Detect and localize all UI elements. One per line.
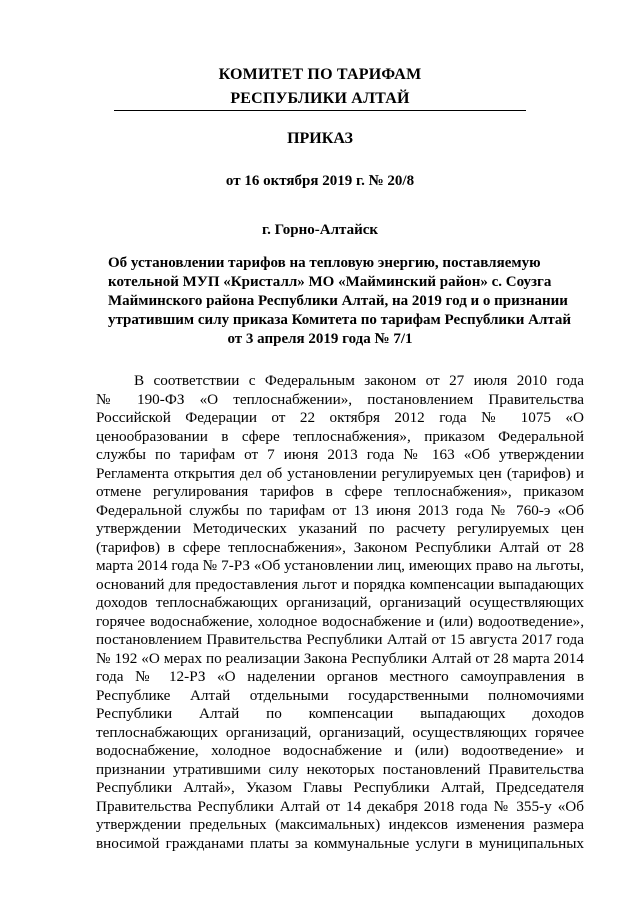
header-divider xyxy=(114,110,526,111)
body-line: ценообразовании в сфере теплоснабжения», приказом Федеральной xyxy=(96,427,584,445)
body-line: Российской Федерации от 22 октября 2012 года № 1075 «О xyxy=(96,409,584,426)
body-line: теплоснабжающих организаций, организаций, осуществляющих горячее xyxy=(96,723,584,741)
body-line: признании утратившими силу некоторых постановлений Правительства xyxy=(96,760,584,778)
body-line: доходов теплоснабжающих организаций, организаций осуществляющих xyxy=(96,594,584,611)
body-line: Регламента открытия дел об установлении регулируемых цен (тарифов) и xyxy=(96,464,584,482)
body-line: года № 12-РЗ «О наделении органов местного самоуправления в xyxy=(96,668,584,685)
body-line: утверждении Методических указаний по расчету регулируемых цен xyxy=(96,520,584,537)
body-line: постановлением Правительства Республики Алтай от 15 августа 2017 года xyxy=(96,631,584,648)
subject-line: Майминского района Республики Алтай, на 2019 год и о признании xyxy=(108,293,568,309)
body-line: Республики Алтай», Указом Главы Республики Алтай, Председателя xyxy=(96,779,584,796)
org-name-line2: РЕСПУБЛИКИ АЛТАЙ xyxy=(230,90,410,107)
body-line: горячее водоснабжение, холодное водоснабжение и (или) водоотведение», xyxy=(96,612,584,630)
body-line: вносимой гражданами платы за коммунальные услуги в муниципальных xyxy=(96,834,584,852)
body-line: Федеральной службы по тарифам от 13 июня 2013 года № 760-э «Об xyxy=(96,501,584,519)
body-line: № 192 «О мерах по реализации Закона Республики Алтай от 28 марта 2014 xyxy=(96,649,584,667)
body-line: № 190-ФЗ «О теплоснабжении», постановлением Правительства xyxy=(96,390,584,408)
body-line: марта 2014 года № 7-РЗ «Об установлении лиц, имеющих право на льготы, xyxy=(96,557,584,574)
body-line: утверждении предельных (максимальных) индексов изменения размера xyxy=(96,816,584,833)
subject-line: от 3 апреля 2019 года № 7/1 xyxy=(227,331,413,347)
body-line: оснований для предоставления льгот и порядка компенсации выпадающих xyxy=(96,575,584,593)
subject-line: утратившим силу приказа Комитета по тарифам Республики Алтай xyxy=(108,312,572,328)
document-subject xyxy=(108,254,572,349)
body-line: Правительства Республики Алтай от 14 декабря 2018 года № 355-у «Об xyxy=(96,797,584,815)
body-line: Республики Алтай по компенсации выпадающих доходов xyxy=(96,705,584,722)
body-line: Республике Алтай отдельными государственными полномочиями xyxy=(96,686,584,704)
org-name-line1: КОМИТЕТ ПО ТАРИФАМ xyxy=(218,66,422,83)
body-line: водоснабжение, холодное водоснабжение и (или) водоотведение» и xyxy=(96,742,584,759)
body-line: службы по тарифам от 7 июня 2013 года № 163 «Об утверждении xyxy=(96,446,584,463)
subject-line: котельной МУП «Кристалл» МО «Майминский район» с. Соузга xyxy=(108,274,552,290)
document-body xyxy=(96,372,584,853)
body-line: В соответствии с Федеральным законом от 27 июля 2010 года xyxy=(134,372,584,389)
subject-line: Об установлении тарифов на тепловую энергию, поставляемую xyxy=(108,255,541,271)
document-title: ПРИКАЗ xyxy=(287,130,353,147)
body-line: отмене регулирования тарифов в сфере теплоснабжения», приказом xyxy=(96,483,584,500)
document-city: г. Горно-Алтайск xyxy=(261,222,379,238)
document-date: от 16 октября 2019 г. № 20/8 xyxy=(225,173,415,189)
body-line: (тарифов) в сфере теплоснабжения», Законом Республики Алтай от 28 xyxy=(96,538,584,556)
